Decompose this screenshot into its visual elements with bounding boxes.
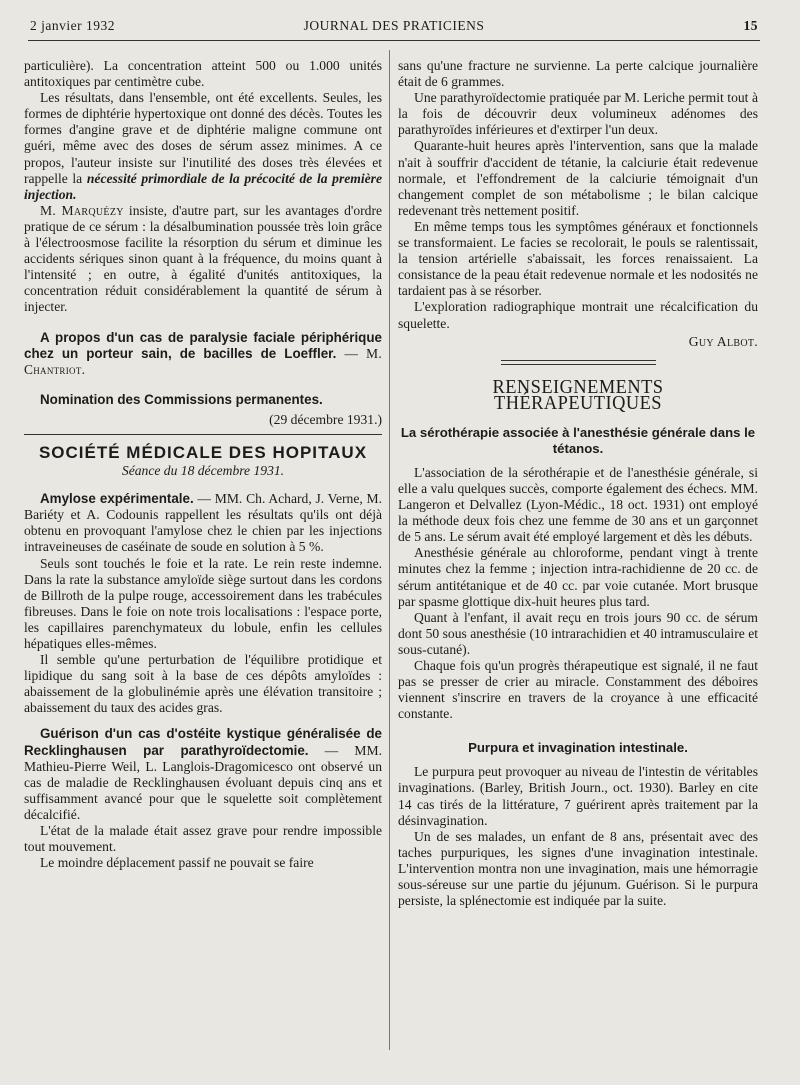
paragraph: Chaque fois qu'un progrès thérapeutique est signalé, il ne faut pas se presser de crier au miracle. Constamment des déboires viennent s'inscrire en travers de la croyance à une efficacité constante. (398, 658, 758, 722)
paragraph (24, 491, 382, 555)
heading-text: Guérison d'un cas d'ostéite kystique généralisée de Recklinghausen par parathyroïdectomie. (24, 726, 382, 758)
session-date: Séance du 18 décembre 1931. (121, 463, 285, 479)
paragraph: L'association de la sérothérapie et de l'anesthésie générale, si elle a valu quelques succès, comporte également des échecs. MM. Langeron et Delvallez (Lyon-Médic., 18 oct. 1931) ont employé la méthode deux fois chez une femme de 30 ans et un garçonnet de 5 ans. Le sérum avait été employé largement et dès les débuts. (398, 464, 758, 545)
paragraph-text: — MM. Mathieu-Pierre Weil, L. Langlois-Dragomicesco ont observé un cas de maladie de Recklinghausen évoluant depuis cinq ans et suffisamment avancé pour que le squelette soit complètement décalcifié. (24, 742, 382, 822)
paragraph: Il semble qu'une perturbation de l'équilibre protidique et lipidique du sang soit à la base de ces dépôts amyloïdes : abaissement de la globulinémie après une élévation transitoire ; abaissement du taux des acides gras. (24, 652, 382, 716)
article-heading: Purpura et invagination intestinale. (468, 740, 688, 756)
signature: Guy Albot. (688, 333, 758, 349)
paragraph: Anesthésie générale au chloroforme, pendant vingt à trente minutes chez la femme ; injection intra-rachidienne de 20 cc. de sérum antitétanique et de 40 cc. par voie cutanée. Mort brusque par spasme glottique dix-huit heures plus tard. (398, 545, 758, 609)
article-heading: Nomination des Commissions permanentes. (40, 391, 323, 407)
paragraph-text: Les résultats, dans l'ensemble, ont été excellents. Seules, les formes de diphtérie hypertoxique ont donné des décès. Toutes les formes d'angine grave et de diphtérie maligne commune ont guéri, même avec des doses de sérum assez minimes. A ce propos, l'auteur insiste sur l'inutilité des doses très élevées et rappelle la (24, 90, 382, 186)
paragraph (24, 203, 382, 316)
paragraph: Quant à l'enfant, il avait reçu en trois jours 90 cc. de sérum dont 50 sous anesthésie (10 intrarachidien et 40 intramusculaire et sous-cutané). (398, 609, 758, 657)
section-title: RENSEIGNEMENTS THÉRAPEUTIQUES (492, 375, 664, 414)
paragraph: L'exploration radiographique montrait une récalcification du squelette. (398, 299, 758, 331)
journal-title: JOURNAL DES PRATICIENS (303, 18, 485, 33)
heading-text: Amylose expérimentale. (40, 491, 194, 507)
header-rule (28, 40, 760, 41)
author-name: — M. Chantriot. (24, 345, 382, 377)
paragraph: L'état de la malade était assez grave pour rendre impossible tout mouvement. (24, 823, 382, 855)
paragraph: Le moindre déplacement passif ne pouvait se faire (40, 855, 314, 871)
column-divider (389, 50, 390, 1050)
paragraph: Le purpura peut provoquer au niveau de l'intestin de véritables invaginations. (Barley, British Journ., oct. 1930). Barley en cite 14 cas tirés de la littérature, 7 guérirent après traitement par la désinvagination. (398, 764, 758, 828)
paragraph: En même temps tous les symptômes généraux et fonctionnels se transformaient. Le facies se recolorait, le pouls se ralentissait, la tension artérielle s'abaissait, les forces renaissaient. La consistance de la peau était redevenue normale et les nodosités ne tardaient pas à se résorber. (398, 218, 758, 299)
paragraph: Une parathyroïdectomie pratiquée par M. Leriche permit tout à la fois de découvrir deux volumineux adénomes des parathyroïdes inférieures et d'extirper l'un deux. (398, 90, 758, 138)
emphasis: nécessité primordiale de la précocité de la première injection. (24, 170, 383, 202)
left-column (24, 58, 382, 871)
dateline: (29 décembre 1931.) (269, 411, 382, 427)
section-rule (24, 434, 382, 435)
article-heading (24, 330, 382, 378)
author-name: M. Marquézy (40, 202, 124, 218)
paragraph: Seuls sont touchés le foie et la rate. Le rein reste indemne. Dans la rate la substance amyloïde siège surtout dans les cordons de Billroth de la pulpe rouge, accessoirement dans les trabécules fibreuses. Dans le foie on note trois localisations : l'espace porte, les capillaires parenchymateux du lobule, enfin les cellules hépatiques elles-mêmes. (24, 555, 382, 651)
article-heading: La sérothérapie associée à l'anesthésie générale dans le tétanos. (400, 424, 756, 456)
page-number: 15 (743, 18, 758, 33)
paragraph (24, 726, 382, 823)
paragraph: sans qu'une fracture ne survienne. La perte calcique journalière était de 6 grammes. (398, 58, 758, 90)
heading-text: A propos d'un cas de paralysie faciale périphérique chez un porteur sain, de bacilles de Loeffler. (24, 329, 382, 361)
paragraph-text: — MM. Ch. Achard, J. Verne, M. Bariéty et A. Codounis rappellent les résultats qu'ils ont déjà obtenu en provoquant l'amylose chez le chien par les injections intraveineuses de caséinate de soude en solution à 5 %. (24, 491, 382, 555)
paragraph: Quarante-huit heures après l'intervention, sans que la malade n'ait à souffrir d'accident de tétanie, la calciurie était redevenue normale, et l'effondrement de la calciurie témoignait d'un changement complet de son métabolisme ; le bilan calcique redevenant très nettement positif. (398, 138, 758, 218)
paragraph-text: insiste, d'autre part, sur les avantages d'ordre pratique de ce sérum : la désalbumination poussée très loin grâce à l'électroosmose facilite la résorption du sérum et diminue les accidents sériques sinon quant à la fréquence, du moins quant à l'intensité ; en outre, à égalité d'unités antitoxiques, la concentration réduit considérablement la quantité de sérum à injecter. (24, 202, 383, 315)
paragraph: Un de ses malades, un enfant de 8 ans, présentait avec des taches purpuriques, les signes d'une invagination intestinale. L'intervention montra non une invagination, mais une hémorragie sous-séreuse sur une partie du jéjunum. Guérison. Si le purpura persiste, la splénectomie est indiquée par la suite. (398, 828, 758, 909)
paragraph (24, 90, 382, 203)
header-date: 2 janvier 1932 (30, 18, 115, 33)
page-header (30, 18, 758, 40)
right-column (398, 58, 758, 909)
paragraph: particulière). La concentration atteint 500 ou 1.000 unités antitoxiques par centimètre cube. (24, 58, 382, 90)
section-title: SOCIÉTÉ MÉDICALE DES HOPITAUX (38, 442, 368, 462)
